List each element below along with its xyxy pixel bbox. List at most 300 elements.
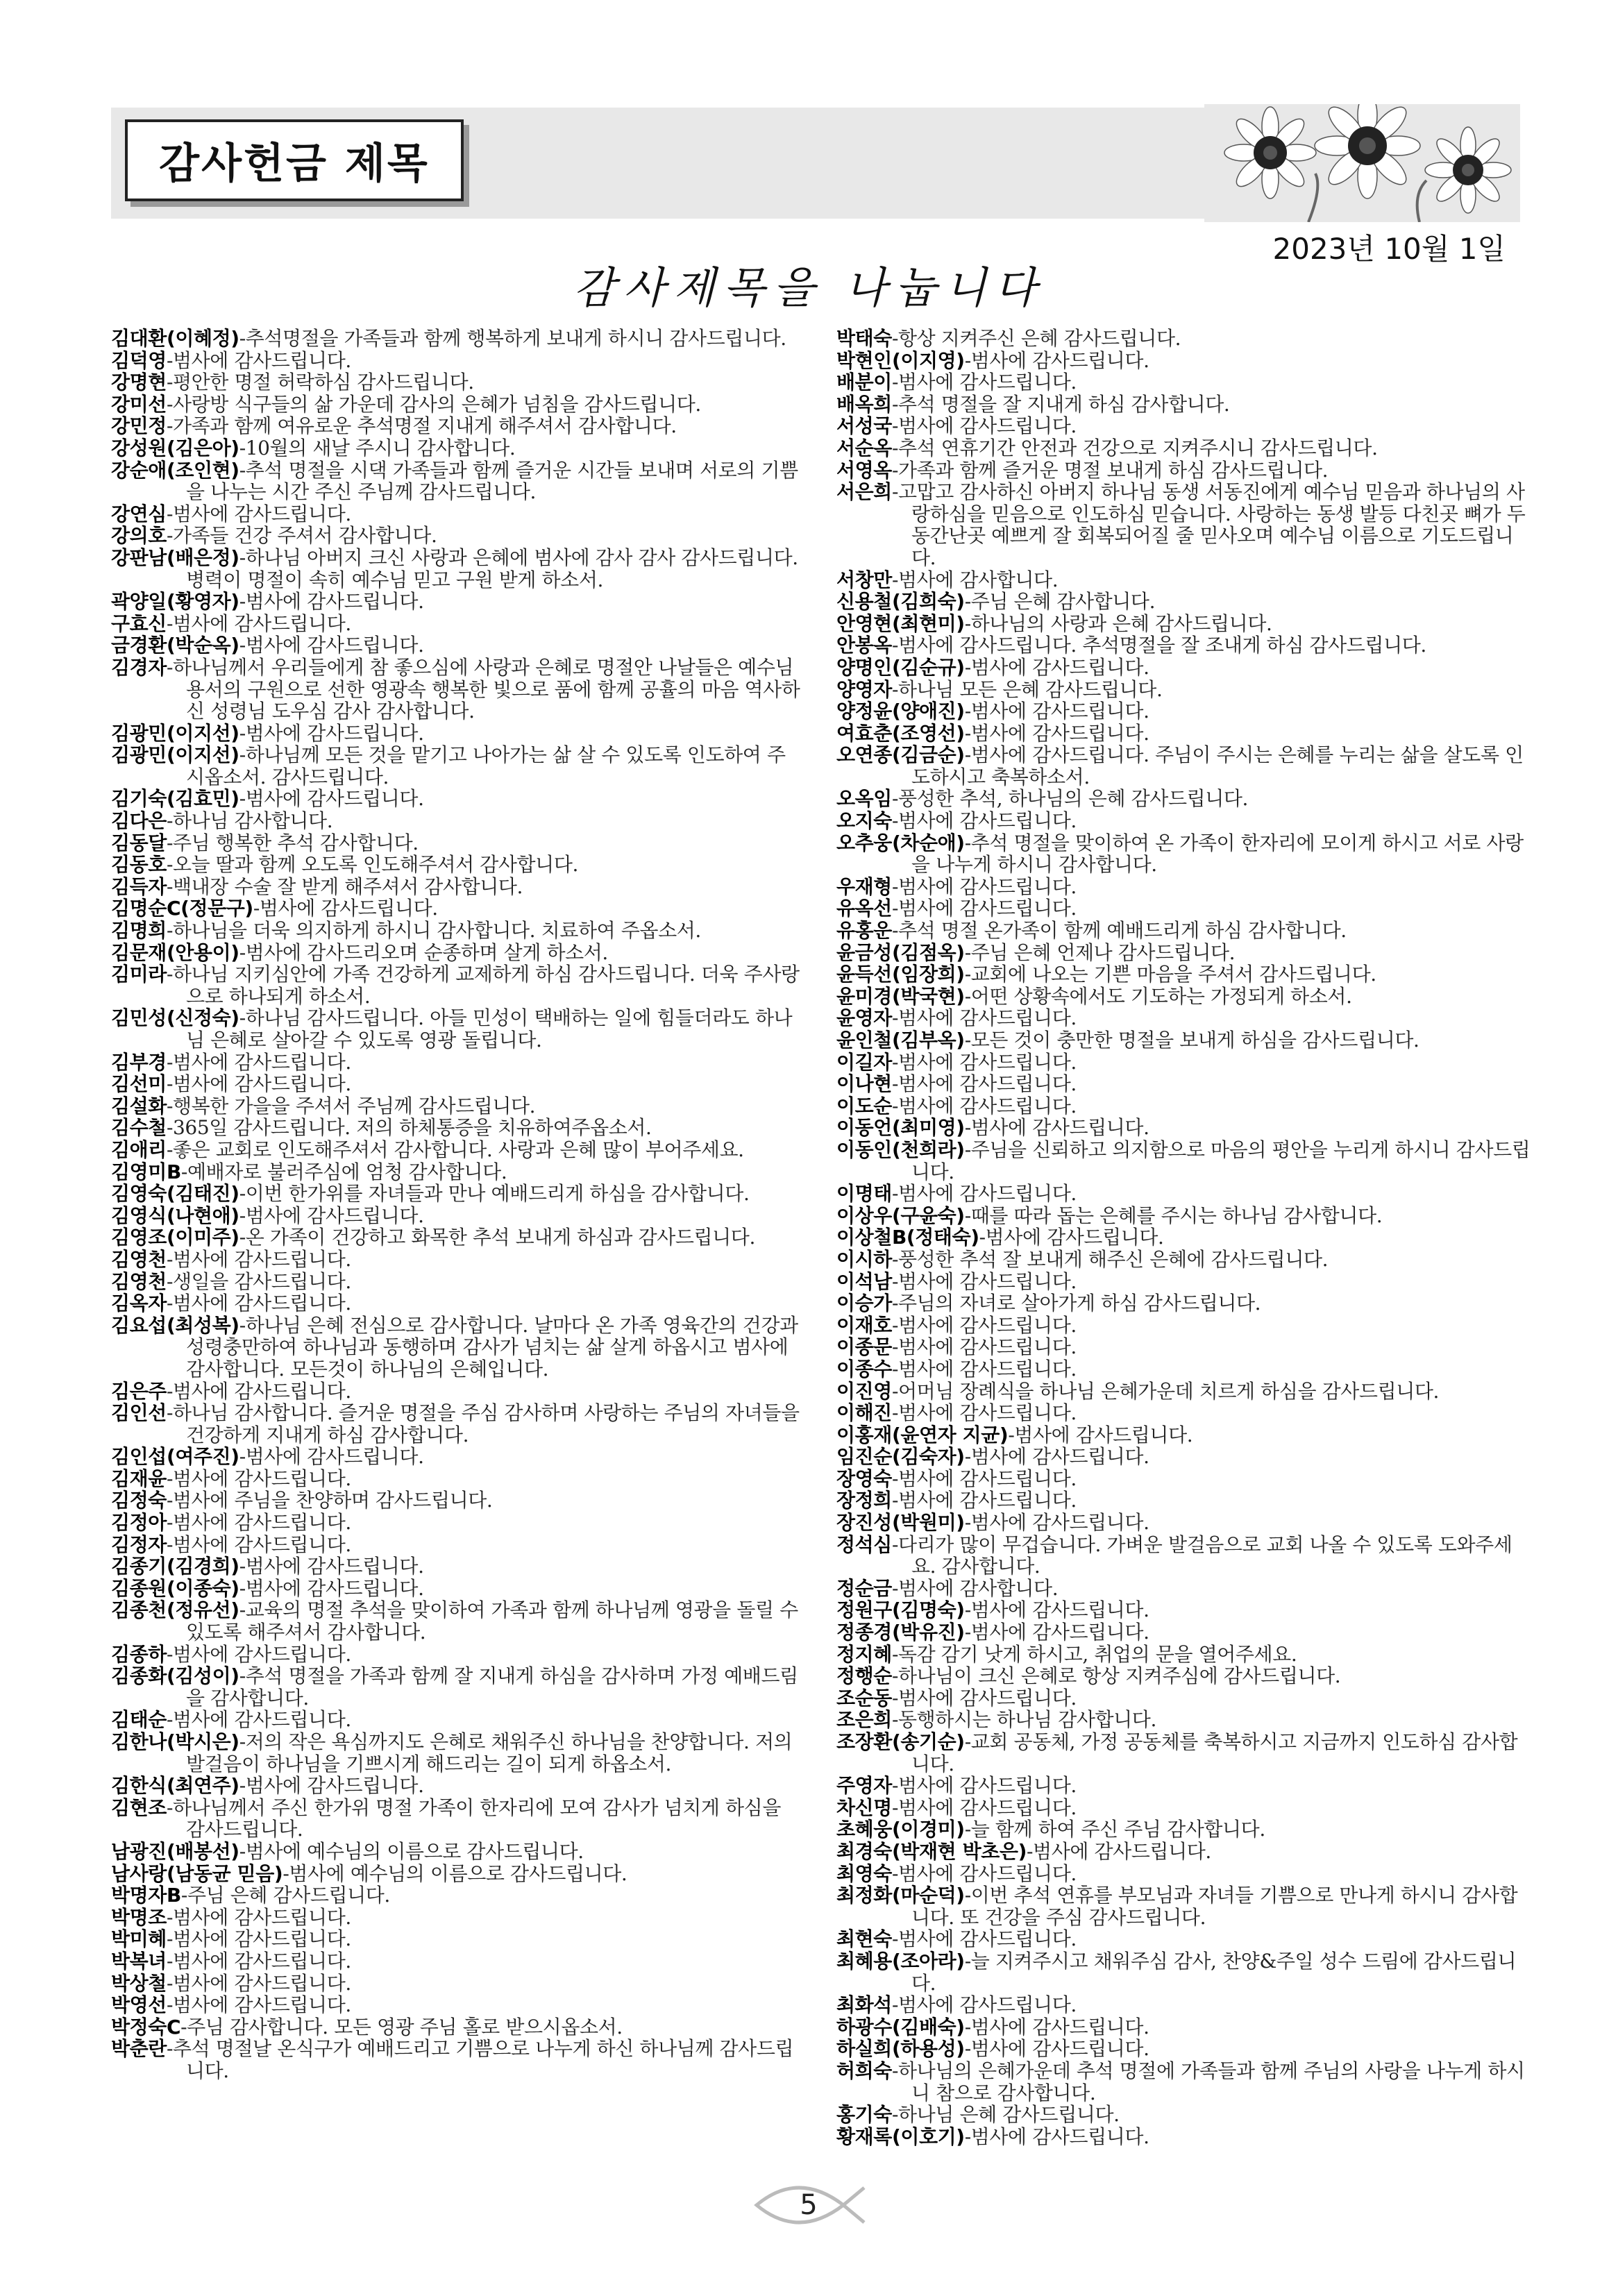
donor-name: 양정윤(양애진) xyxy=(836,700,965,723)
donor-name: 김영미B xyxy=(111,1160,181,1183)
thanks-text: -하나님 감사합니다. xyxy=(166,809,333,833)
donor-name: 차신명 xyxy=(836,1796,892,1819)
donor-name: 윤미경(박국현) xyxy=(836,984,965,1008)
thanks-text: -범사에 감사드립니다. xyxy=(891,1927,1077,1951)
donor-name: 김한나(박시은) xyxy=(111,1730,239,1753)
thanks-text: -범사에 감사드립니다. xyxy=(239,634,424,657)
list-item xyxy=(836,1797,1534,1819)
donor-name: 이석남 xyxy=(836,1269,892,1293)
donor-name: 윤영자 xyxy=(836,1006,892,1030)
list-item xyxy=(836,459,1534,482)
donor-name: 최영숙 xyxy=(836,1862,892,1885)
thanks-text: -범사에 주님을 찬양하며 감사드립니다. xyxy=(166,1489,493,1512)
donor-name: 박명조 xyxy=(111,1905,167,1929)
thanks-text: -범사에 감사드립니다. xyxy=(239,787,424,811)
list-item xyxy=(111,1775,802,1797)
list-item xyxy=(836,1381,1534,1403)
donor-name: 이동언(최미영) xyxy=(836,1116,965,1140)
donor-name: 윤인철(김부옥) xyxy=(836,1029,965,1052)
list-item xyxy=(836,1424,1534,1446)
list-item xyxy=(111,723,802,745)
list-item xyxy=(111,415,802,437)
thanks-text: -하나님 모든 은혜 감사드립니다. xyxy=(891,677,1163,701)
thanks-text: -범사에 감사드립니다. xyxy=(239,1555,424,1578)
thanks-text: -교회에 나오는 기쁜 마음을 주셔서 감사드립니다. xyxy=(964,963,1376,986)
donor-name: 박미혜 xyxy=(111,1927,167,1951)
list-item xyxy=(111,897,802,920)
list-item xyxy=(836,1095,1534,1117)
donor-name: 김종하 xyxy=(111,1642,167,1666)
thanks-text: -범사에 감사드립니다. xyxy=(964,1445,1149,1469)
list-item xyxy=(836,1818,1534,1841)
thanks-text: -범사에 감사드립니다. xyxy=(891,1313,1077,1337)
list-item xyxy=(836,2126,1534,2148)
donor-name: 김영천 xyxy=(111,1247,167,1271)
donor-name: 이나현 xyxy=(836,1072,892,1096)
list-item xyxy=(836,350,1534,372)
donor-name: 조순동 xyxy=(836,1686,892,1710)
donor-name: 김민성(신정숙) xyxy=(111,1006,239,1030)
donor-name: 김수철 xyxy=(111,1116,167,1140)
list-item xyxy=(111,371,802,394)
thanks-text: -행복한 가을을 주셔서 주님께 감사드립니다. xyxy=(166,1094,536,1117)
thanks-text: -범사에 감사드립니다. xyxy=(166,502,351,525)
list-item xyxy=(111,1292,802,1315)
donor-name: 김다은 xyxy=(111,809,167,833)
donor-name: 김문재(안용이) xyxy=(111,940,239,964)
thanks-text: -범사에 감사드립니다. xyxy=(964,348,1149,372)
list-item xyxy=(111,1928,802,1950)
donor-name: 홍기숙 xyxy=(836,2103,892,2127)
list-item xyxy=(111,1599,802,1643)
donor-name: 장영숙 xyxy=(836,1467,892,1490)
list-item xyxy=(111,1381,802,1403)
list-item xyxy=(111,1161,802,1183)
donor-name: 하실희(하용성) xyxy=(836,2037,965,2061)
list-item xyxy=(836,394,1534,416)
thanks-text: -365일 감사드립니다. 저의 하체통증을 치유하여주옵소서. xyxy=(166,1116,652,1140)
thanks-text: -범사에 감사드립니다. xyxy=(239,1445,424,1469)
list-item xyxy=(836,788,1534,810)
thanks-text: -범사에 감사드립니다. xyxy=(891,414,1077,438)
list-item xyxy=(836,371,1534,394)
thanks-text: -교회 공동체, 가정 공동체를 축복하시고 지금까지 인도하심 감사합니다. xyxy=(911,1730,1518,1775)
thanks-text: -추석 명절 온가족이 함께 예배드리게 하심 감사합니다. xyxy=(891,919,1347,943)
thanks-text: -범사에 감사드립니다. xyxy=(891,1401,1077,1425)
thanks-text: -주님의 자녀로 살아가게 하심 감사드립니다. xyxy=(891,1292,1261,1315)
thanks-text: -범사에 감사드립니다. xyxy=(891,1094,1077,1117)
list-item xyxy=(111,1073,802,1095)
donor-name: 이도순 xyxy=(836,1094,892,1117)
thanks-text: -하나님 은혜 전심으로 감사합니다. 날마다 온 가족 영육간의 건강과 성령충만하여 하나님과 동행하며 감사가 넘치는 삶 살게 하옵시고 범사에 감사합니다. 모든것이 하나님의 은혜입니다. xyxy=(186,1313,798,1381)
thanks-text: -고맙고 감사하신 아버지 하나님 동생 서동진에게 예수님 믿음과 하나님의 사랑하심을 믿음으로 인도하심 믿습니다. 사랑하는 동생 발등 다친곳 뼈가 두동간난곳 예쁘게 잘 회복되어질 줄 믿사오며 예수님 이름으로 기도드립니다. xyxy=(891,480,1526,569)
list-item xyxy=(111,1183,802,1205)
donor-name: 이시하 xyxy=(836,1247,892,1271)
thanks-text: -평안한 명절 허락하심 감사드립니다. xyxy=(166,371,474,394)
list-item xyxy=(111,1665,802,1709)
list-item xyxy=(836,1578,1534,1600)
thanks-text: -어떤 상황속에서도 기도하는 가정되게 하소서. xyxy=(964,984,1352,1008)
donor-name: 김명희 xyxy=(111,919,167,943)
donor-name: 강민정 xyxy=(111,414,167,438)
list-item xyxy=(111,525,802,547)
thanks-text: -예배자로 불러주심에 엄청 감사합니다. xyxy=(180,1160,507,1183)
list-item xyxy=(111,1402,802,1446)
donor-name: 서은희 xyxy=(836,480,892,504)
list-item xyxy=(111,328,802,350)
thanks-text: -하나님의 은혜가운데 추석 명절에 가족들과 함께 주님의 사랑을 나누게 하시니 참으로 감사합니다. xyxy=(891,2059,1525,2104)
list-item xyxy=(111,854,802,876)
list-item xyxy=(836,1446,1534,1468)
donor-name: 이상우(구윤숙) xyxy=(836,1204,965,1227)
thanks-text: -범사에 감사드립니다. xyxy=(979,1226,1164,1249)
list-item xyxy=(111,1226,802,1249)
donor-name: 정순금 xyxy=(836,1576,892,1600)
list-item xyxy=(111,920,802,942)
list-item xyxy=(836,328,1534,350)
donor-name: 장진성(박원미) xyxy=(836,1511,965,1535)
donor-name: 김한식(최연주) xyxy=(111,1774,239,1798)
thanks-text: -범사에 감사드립니다. xyxy=(166,1971,351,1995)
thanks-text: -늘 함께 하여 주신 주님 감사합니다. xyxy=(964,1818,1265,1841)
list-item xyxy=(111,1644,802,1666)
thanks-text: -범사에 감사드립니다. xyxy=(166,1993,351,2017)
thanks-text: -독감 감기 낫게 하시고, 취업의 문을 열어주세요. xyxy=(891,1642,1297,1666)
thanks-text: -하나님께서 우리들에게 참 좋으심에 사랑과 은혜로 명절안 나날들은 예수님 용서의 구원으로 선한 영광속 행복한 빛으로 품에 함께 공휼의 마음 역사하신 성령님 도우심 감사 감사합니다. xyxy=(166,655,800,723)
thanks-text: -범사에 감사합니다. xyxy=(891,1576,1059,1600)
list-item xyxy=(111,1534,802,1556)
list-item xyxy=(836,1534,1534,1578)
list-item xyxy=(111,1052,802,1074)
page-number: 5 xyxy=(800,2189,818,2221)
thanks-text: -범사에 감사드립니다. xyxy=(891,1774,1077,1798)
donor-name: 강순애(조인현) xyxy=(111,458,239,482)
list-item xyxy=(111,1249,802,1271)
donor-name: 최혜용(조아라) xyxy=(836,1949,965,1973)
thanks-text: -범사에 감사드립니다. xyxy=(166,1708,351,1732)
list-item xyxy=(836,2060,1534,2104)
list-item xyxy=(111,350,802,372)
donor-name: 정지혜 xyxy=(836,1642,892,1666)
donor-name: 이승가 xyxy=(836,1292,892,1315)
donor-name: 황재록(이호기) xyxy=(836,2125,965,2148)
list-item xyxy=(836,876,1534,898)
list-item xyxy=(836,1863,1534,1885)
donor-name: 배분이 xyxy=(836,371,892,394)
list-item xyxy=(836,963,1534,986)
list-item xyxy=(111,613,802,635)
thanks-text: -범사에 감사드립니다. xyxy=(166,1949,351,1973)
thanks-text: -범사에 감사드립니다. xyxy=(891,1686,1077,1710)
thanks-text: -추석 명절을 가족과 함께 잘 지내게 하심을 감사하며 가정 예배드림을 감사합니다. xyxy=(186,1664,798,1710)
donor-name: 김명순C(정문구) xyxy=(111,897,253,920)
thanks-text: -추석명절을 가족들과 함께 행복하게 보내게 하시니 감사드립니다. xyxy=(239,327,786,350)
thanks-text: -오늘 딸과 함께 오도록 인도해주셔서 감사합니다. xyxy=(166,853,578,877)
donor-name: 김정자 xyxy=(111,1533,167,1556)
donor-name: 김종천(정유선) xyxy=(111,1598,239,1622)
list-item xyxy=(836,920,1534,942)
donor-name: 김은주 xyxy=(111,1379,167,1403)
donor-name: 김덕영 xyxy=(111,348,167,372)
thanks-text: -범사에 감사합니다. xyxy=(891,568,1059,591)
donor-name: 강성원(김은아) xyxy=(111,436,239,459)
donor-name: 김인섭(여주진) xyxy=(111,1445,239,1469)
thanks-text: -좋은 교회로 인도해주셔서 감사합니다. 사랑과 은혜 많이 부어주세요. xyxy=(166,1138,744,1161)
thanks-text: -범사에 감사드립니다. xyxy=(166,1379,351,1403)
list-item xyxy=(836,744,1534,788)
donor-name: 이진영 xyxy=(836,1379,892,1403)
list-item xyxy=(836,723,1534,745)
donor-name: 김재윤 xyxy=(111,1467,167,1490)
donor-name: 이해진 xyxy=(836,1401,892,1425)
list-item xyxy=(836,657,1534,679)
list-item xyxy=(836,1315,1534,1337)
donor-name: 윤금성(김점옥) xyxy=(836,940,965,964)
list-item xyxy=(111,634,802,657)
donor-name: 김태순 xyxy=(111,1708,167,1732)
donor-name: 최현숙 xyxy=(836,1927,892,1951)
list-item xyxy=(111,1578,802,1600)
list-item xyxy=(836,1007,1534,1029)
list-item xyxy=(111,1973,802,1995)
donor-name: 김애리 xyxy=(111,1138,167,1161)
donor-name: 이길자 xyxy=(836,1050,892,1074)
list-item xyxy=(111,1884,802,1907)
list-item xyxy=(111,788,802,810)
thanks-text: -범사에 감사드립니다. xyxy=(239,1774,424,1798)
donor-name: 조장환(송기순) xyxy=(836,1730,965,1753)
list-item xyxy=(111,2016,802,2038)
thanks-text: -온 가족이 건강하고 화목한 추석 보내게 하심과 감사드립니다. xyxy=(239,1226,755,1249)
donor-name: 김영숙(김태진) xyxy=(111,1182,239,1206)
list-item xyxy=(111,2038,802,2082)
thanks-text: -백내장 수술 잘 받게 해주셔서 감사합니다. xyxy=(166,875,523,898)
thanks-text: -모든 것이 충만한 명절을 보내게 하심을 감사드립니다. xyxy=(964,1029,1419,1052)
thanks-text: -하나님 지키심안에 가족 건강하게 교제하게 하심 감사드립니다. 더욱 주사랑으로 하나되게 하소서. xyxy=(166,963,800,1008)
list-item xyxy=(836,1731,1534,1775)
list-item xyxy=(111,547,802,591)
thanks-text: -범사에 감사드립니다. xyxy=(166,611,351,635)
thanks-text: -항상 지켜주신 은혜 감사드립니다. xyxy=(891,327,1181,350)
donor-name: 유옥선 xyxy=(836,897,892,920)
list-item xyxy=(836,810,1534,832)
list-item xyxy=(111,1446,802,1468)
thanks-text: -범사에 감사드립니다. xyxy=(891,809,1077,833)
list-item xyxy=(111,1489,802,1512)
donor-name: 박명자B xyxy=(111,1884,181,1907)
list-item xyxy=(836,1599,1534,1621)
list-item xyxy=(836,2016,1534,2038)
list-item xyxy=(836,569,1534,591)
thanks-text: -범사에 감사드립니다. xyxy=(891,371,1077,394)
donor-name: 김부경 xyxy=(111,1050,167,1074)
list-item xyxy=(111,1555,802,1578)
thanks-text: -범사에 감사드립니다. xyxy=(166,348,351,372)
list-item xyxy=(836,1183,1534,1205)
page-footer xyxy=(750,2174,868,2236)
thanks-text: -이번 추석 연휴를 부모님과 자녀들 기쁨으로 만나게 하시니 감사합니다. 또 건강을 주심 감사드립니다. xyxy=(911,1884,1518,1929)
thanks-text: -가족과 함께 즐거운 명절 보내게 하심 감사드립니다. xyxy=(891,458,1329,482)
list-item xyxy=(111,744,802,788)
donor-name: 여효춘(조영선) xyxy=(836,721,965,745)
donor-name: 안영현(최현미) xyxy=(836,611,965,635)
list-item xyxy=(836,986,1534,1008)
list-item xyxy=(836,634,1534,657)
donor-name: 김종화(김성이) xyxy=(111,1664,239,1688)
thanks-text: -범사에 감사드립니다. xyxy=(891,1993,1077,2017)
donor-name: 강미선 xyxy=(111,392,167,416)
list-item xyxy=(836,1512,1534,1534)
donor-name: 서창만 xyxy=(836,568,892,591)
donor-name: 오연종(김금순) xyxy=(836,743,965,767)
donor-name: 양영자 xyxy=(836,677,892,701)
thanks-text: -저의 작은 욕심까지도 은혜로 채워주신 하나님을 찬양합니다. 저의 발걸음이 하나님을 기쁘시게 해드리는 길이 되게 하옵소서. xyxy=(186,1730,793,1775)
donor-name: 박상철 xyxy=(111,1971,167,1995)
list-item xyxy=(836,1117,1534,1139)
donor-name: 김대환(이혜정) xyxy=(111,327,239,350)
thanks-text: -주님 은혜 언제나 감사드립니다. xyxy=(964,940,1236,964)
donor-name: 최정화(마순덕) xyxy=(836,1884,965,1907)
donor-name: 강판남(배은정) xyxy=(111,546,239,569)
list-item xyxy=(111,1841,802,1863)
thanks-text: -범사에 감사드립니다. xyxy=(239,1204,424,1227)
list-item xyxy=(111,591,802,613)
donor-name: 이명태 xyxy=(836,1182,892,1206)
donor-name: 임진순(김숙자) xyxy=(836,1445,965,1469)
thanks-text: -범사에 감사드립니다. xyxy=(891,1006,1077,1030)
thanks-text: -때를 따라 돕는 은혜를 주시는 하나님 감사합니다. xyxy=(964,1204,1383,1227)
thanks-text: -범사에 감사드립니다. xyxy=(891,1182,1077,1206)
thanks-text: -범사에 감사드립니다. xyxy=(166,1050,351,1074)
list-item xyxy=(836,1489,1534,1512)
donor-name: 유홍운 xyxy=(836,919,892,943)
thanks-text: -범사에 감사드립니다. 주님이 주시는 은혜를 누리는 삶을 살도록 인도하시고 축복하소서. xyxy=(911,743,1524,788)
thanks-text: -범사에 감사드립니다. xyxy=(891,1357,1077,1381)
donor-name: 구효신 xyxy=(111,611,167,635)
donor-name: 이종수 xyxy=(836,1357,892,1381)
thanks-text: -범사에 감사드립니다. xyxy=(239,1576,424,1600)
thanks-text: -범사에 감사드립니다. xyxy=(1026,1839,1211,1863)
donor-name: 김현조 xyxy=(111,1796,167,1819)
donor-name: 김경자 xyxy=(111,655,167,679)
list-item xyxy=(111,942,802,964)
thanks-text: -범사에 감사드립니다. xyxy=(964,2015,1149,2038)
thanks-text: -하나님 감사합니다. 즐거운 명절을 주심 감사하며 사랑하는 주님의 자녀들을 건강하게 지내게 하심 감사합니다. xyxy=(166,1401,800,1446)
list-item xyxy=(836,897,1534,920)
thanks-text: -범사에 감사드립니다. xyxy=(964,1621,1149,1644)
donor-name: 서영옥 xyxy=(836,458,892,482)
list-item xyxy=(836,481,1534,568)
donor-name: 오지숙 xyxy=(836,809,892,833)
donor-name: 오추웅(차순애) xyxy=(836,831,965,854)
list-item xyxy=(836,1621,1534,1644)
donor-name: 윤득선(임장희) xyxy=(836,963,965,986)
thanks-text: -하나님이 크신 은혜로 항상 지켜주심에 감사드립니다. xyxy=(891,1664,1341,1688)
donor-name: 김요섭(최성복) xyxy=(111,1313,239,1337)
list-item xyxy=(836,1775,1534,1797)
donor-name: 박현인(이지영) xyxy=(836,348,965,372)
thanks-text: -범사에 감사드립니다. xyxy=(166,1927,351,1951)
list-item xyxy=(111,1315,802,1381)
thanks-text: -범사에 예수님의 이름으로 감사드립니다. xyxy=(283,1862,627,1885)
list-item xyxy=(836,1358,1534,1381)
list-item xyxy=(111,1863,802,1885)
thanks-text: -추석 명절날 온식구가 예배드리고 기쁨으로 나누게 하신 하나님께 감사드립니다. xyxy=(166,2037,794,2082)
list-item xyxy=(836,832,1534,876)
thanks-text: -주님 감사합니다. 모든 영광 주님 홀로 받으시옵소서. xyxy=(180,2015,623,2038)
donor-name: 김미라 xyxy=(111,963,167,986)
donor-name: 허희숙 xyxy=(836,2059,892,2082)
donor-name: 김선미 xyxy=(111,1072,167,1096)
thanks-text: -하나님 은혜 감사드립니다. xyxy=(891,2103,1120,2127)
donor-name: 장정희 xyxy=(836,1489,892,1512)
thanks-text: -다리가 많이 무겁습니다. 가벼운 발걸음으로 교회 나올 수 있도록 도와주세요. 감사합니다. xyxy=(891,1533,1512,1578)
list-item xyxy=(111,394,802,416)
list-item xyxy=(836,415,1534,437)
donor-name: 주영자 xyxy=(836,1774,892,1798)
list-item xyxy=(111,1950,802,1973)
list-item xyxy=(836,2104,1534,2126)
list-item xyxy=(111,963,802,1007)
list-item xyxy=(111,1907,802,1929)
entries-left-column xyxy=(111,328,802,2082)
list-item xyxy=(836,1249,1534,1271)
donor-name: 이동인(천희라) xyxy=(836,1138,965,1161)
donor-name: 김동호 xyxy=(111,853,167,877)
thanks-text: -풍성한 추석 잘 보내게 해주신 은혜에 감사드립니다. xyxy=(891,1247,1329,1271)
thanks-text: -범사에 감사드리오며 순종하며 살게 하소서. xyxy=(239,940,608,964)
thanks-text: -범사에 감사드립니다. xyxy=(166,1072,351,1096)
donor-name: 안봉옥 xyxy=(836,634,892,657)
donor-name: 김영식(나현애) xyxy=(111,1204,239,1227)
donor-name: 남광진(배봉선) xyxy=(111,1839,239,1863)
donor-name: 정종경(박유진) xyxy=(836,1621,965,1644)
thanks-text: -범사에 감사드립니다. xyxy=(239,721,424,745)
donor-name: 김영천 xyxy=(111,1269,167,1293)
donor-name: 김종원(이종숙) xyxy=(111,1576,239,1600)
donor-name: 이상철B(정태숙) xyxy=(836,1226,979,1249)
donor-name: 이종문 xyxy=(836,1335,892,1359)
list-item xyxy=(111,503,802,525)
list-item xyxy=(111,1994,802,2016)
thanks-text: -가족과 함께 여유로운 추석명절 지내게 해주셔서 감사합니다. xyxy=(166,414,677,438)
list-item xyxy=(111,810,802,832)
thanks-text: -이번 한가위를 자녀들과 만나 예배드리게 하심을 감사합니다. xyxy=(239,1182,750,1206)
list-item xyxy=(836,2038,1534,2060)
thanks-text: -추석 연휴기간 안전과 건강으로 지켜주시니 감사드립니다. xyxy=(891,436,1378,459)
entries-right-column xyxy=(836,328,1534,2147)
thanks-text: -동행하시는 하나님 감사합니다. xyxy=(891,1708,1156,1732)
donor-name: 김득자 xyxy=(111,875,167,898)
list-item xyxy=(836,1644,1534,1666)
donor-name: 오옥임 xyxy=(836,787,892,811)
donor-name: 남사랑(남동균 믿음) xyxy=(111,1862,283,1885)
list-item xyxy=(111,1139,802,1161)
list-item xyxy=(836,1226,1534,1249)
thanks-text: -하나님 감사드립니다. 아들 민성이 택배하는 일에 힘들더라도 하나님 은혜로 살아갈 수 있도록 영광 돌립니다. xyxy=(186,1006,793,1052)
thanks-text: -범사에 감사드립니다. xyxy=(964,721,1149,745)
list-item xyxy=(836,1665,1534,1687)
donor-name: 강의호 xyxy=(111,524,167,548)
section-subtitle: 감사제목을 나눕니다 xyxy=(573,262,1045,313)
list-item xyxy=(111,1512,802,1534)
donor-name: 김정아 xyxy=(111,1511,167,1535)
thanks-text: -범사에 감사드립니다. xyxy=(964,1511,1149,1535)
donor-name: 금경환(박순옥) xyxy=(111,634,239,657)
thanks-text: -하나님을 더욱 의지하게 하시니 감사합니다. 치료하여 주옵소서. xyxy=(166,919,701,943)
list-item xyxy=(111,876,802,898)
donor-name: 박태숙 xyxy=(836,327,892,350)
